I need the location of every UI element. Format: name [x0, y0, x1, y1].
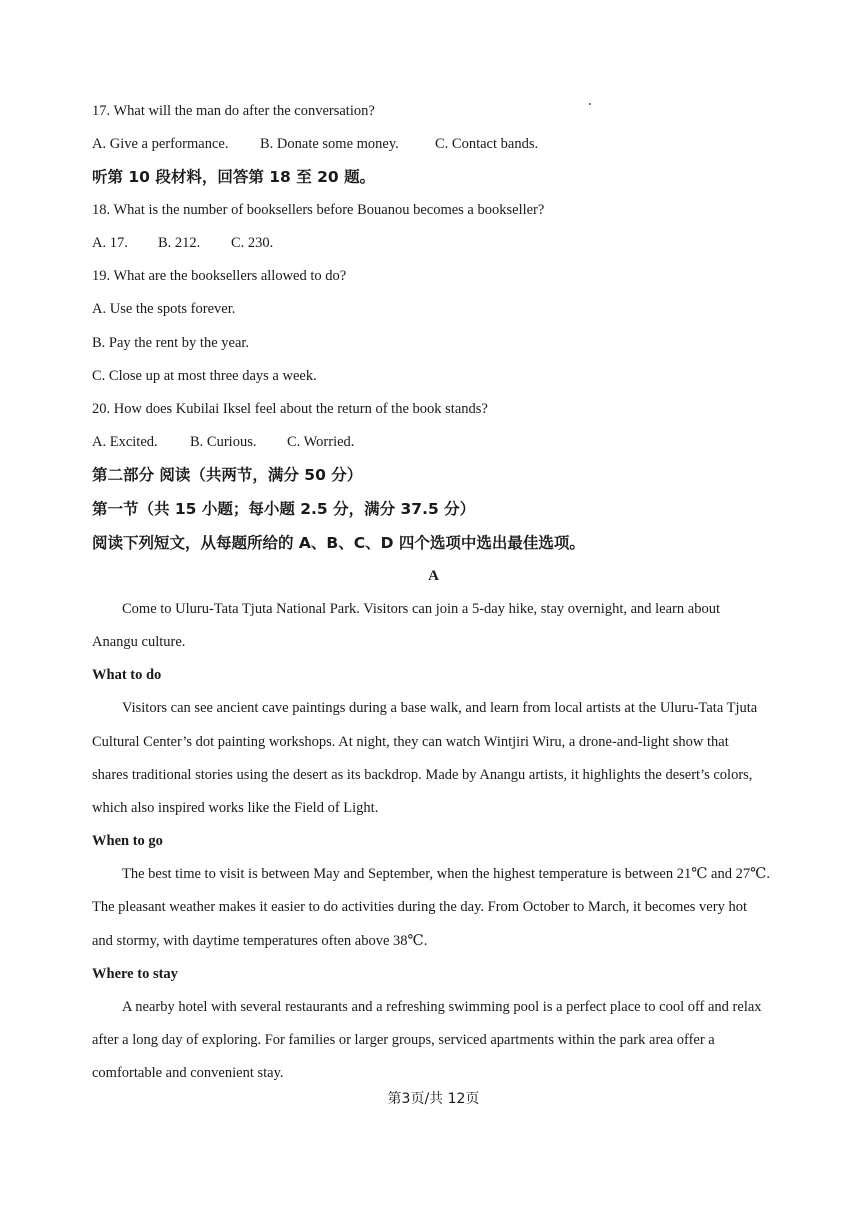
when-to-go-line-2: The pleasant weather makes it easier to do activities during the day. From October to March, it becomes very hot — [92, 899, 747, 915]
what-to-do-line-3: shares traditional stories using the desert as its backdrop. Made by Anangu artists, it highlights the desert’s colors, — [92, 767, 753, 783]
q17-question: 17. What will the man do after the conversation? — [92, 103, 375, 119]
page-footer: 第3页/共 12页 — [387, 1091, 480, 1107]
q20-options — [92, 432, 354, 452]
q17-option-b: B. Donate some money. — [260, 136, 399, 152]
where-to-stay-line-3: comfortable and convenient stay. — [92, 1065, 284, 1081]
q20-option-c: C. Worried. — [287, 434, 355, 450]
q17-option-c: C. Contact bands. — [435, 136, 539, 152]
where-to-stay-line-2: after a long day of exploring. For families or larger groups, serviced apartments within the park area offer a — [92, 1032, 715, 1048]
q18-question: 18. What is the number of booksellers before Bouanou becomes a bookseller? — [92, 202, 545, 218]
when-to-go-line-1: The best time to visit is between May and September, when the highest temperature is between 21℃ and 27℃. — [122, 866, 770, 882]
what-to-do-line-2: Cultural Center’s dot painting workshops. At night, they can watch Wintjiri Wiru, a drone-and-light show that — [92, 734, 729, 750]
part2-heading: 第二部分 阅读（共两节，满分 50 分） — [92, 466, 363, 484]
q18-option-c: C. 230. — [231, 235, 274, 251]
q18-options — [92, 233, 273, 253]
section10-heading: 听第 10 段材料，回答第 18 至 20 题。 — [92, 168, 376, 186]
what-to-do-line-4: which also inspired works like the Field of Light. — [92, 800, 379, 816]
q19-question: 19. What are the booksellers allowed to do? — [92, 268, 347, 284]
q18-option-b: B. 212. — [158, 235, 201, 251]
q19-option-b: B. Pay the rent by the year. — [92, 335, 250, 351]
q18-option-a: A. 17. — [92, 235, 128, 251]
reading-instruction: 阅读下列短文，从每题所给的 A、B、C、D 四个选项中选出最佳选项。 — [92, 534, 585, 552]
q17-option-a: A. Give a performance. — [92, 136, 229, 152]
when-to-go-heading: When to go — [92, 833, 163, 849]
section1-heading: 第一节（共 15 小题；每小题 2.5 分，满分 37.5 分） — [92, 500, 476, 518]
q17-options — [92, 134, 538, 154]
q20-question: 20. How does Kubilai Iksel feel about the return of the book stands? — [92, 401, 488, 417]
q19-option-c: C. Close up at most three days a week. — [92, 368, 317, 384]
where-to-stay-heading: Where to stay — [92, 966, 178, 982]
q20-option-b: B. Curious. — [190, 434, 257, 450]
what-to-do-line-1: Visitors can see ancient cave paintings during a base walk, and learn from local artists at the Uluru-Tata Tjuta — [122, 700, 758, 716]
passage-letter: A — [428, 568, 439, 584]
q19-option-a: A. Use the spots forever. — [92, 301, 236, 317]
passage-intro-line-1: Come to Uluru-Tata Tjuta National Park. Visitors can join a 5-day hike, stay overnight, and learn about — [122, 601, 720, 617]
q20-option-a: A. Excited. — [92, 434, 158, 450]
what-to-do-heading: What to do — [92, 667, 162, 683]
passage-intro-line-2: Anangu culture. — [92, 634, 186, 650]
where-to-stay-line-1: A nearby hotel with several restaurants and a refreshing swimming pool is a perfect place to cool off and relax — [122, 999, 762, 1015]
when-to-go-line-3: and stormy, with daytime temperatures often above 38℃. — [92, 933, 428, 949]
scan-speck — [589, 103, 591, 105]
